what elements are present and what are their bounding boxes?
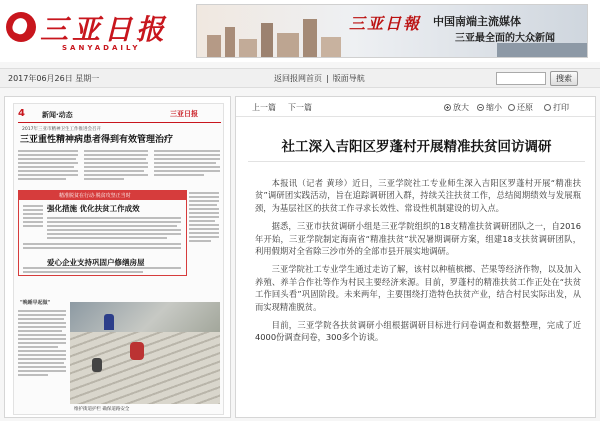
- article-kicker-hotspot[interactable]: 2017年三亚市精神卫生工作推进会召开: [22, 127, 101, 132]
- article-paragraph: 目前，三亚学院各扶贫调研小组根据调研目标进行问卷调查和数据整理，完成了近4000份调查问卷，300多个访谈。: [255, 320, 581, 343]
- article-text-block[interactable]: [18, 148, 221, 188]
- page-section-title: 新闻·动态: [42, 111, 73, 119]
- logo-emblem-icon: [6, 12, 36, 42]
- page-number: 4: [18, 108, 25, 119]
- page-masthead: 三亚日报: [170, 109, 198, 118]
- news-photo[interactable]: [70, 302, 220, 404]
- article-paragraph: 本报讯（记者 黄珍）近日，三亚学院社工专业师生深入吉阳区罗蓬村开展“精准扶贫”调研团实践活动，旨在追踪调研团入群，持续关注扶贫工作，总结阅期绩效与发展瓶颈，为基层社区的扶贫工作寻求长效性、常设性机制建设的切入点。: [255, 178, 581, 213]
- banner-building: [225, 27, 235, 57]
- header-banner: [196, 4, 588, 58]
- article-panel: [235, 96, 596, 418]
- zoom-out-button[interactable]: 缩小: [477, 102, 502, 113]
- photo-worker: [104, 314, 114, 330]
- newspaper-page-image[interactable]: [13, 103, 224, 415]
- article-paragraph: 据悉，三亚市扶贫调研小组是三亚学院组织的18支精准扶贫调研团队之一，自2016年开始，三亚学院制定海南省“精准扶贫”状况暑期调研方案，组建18支扶贫调研团队，利用假期对全省除三沙市外的全部市县开展实地调研。: [255, 221, 581, 257]
- article-paragraph: 三亚学院社工专业学生通过走访了解，该村以种植槟榔、芒果等经济作物，以及加入养殖、养羊合作社等作为村民主要经济来源。目前，罗蓬村的精准扶贫工作正处在“扶贫工作回头看”巩固阶段。未来两年，主要围绕打造特色扶贫产业，结合村民实际出发，从而实现精准脱贫。: [255, 264, 581, 312]
- banner-brand: 三亚日報: [349, 14, 422, 33]
- search-input[interactable]: [496, 72, 546, 85]
- reset-icon: [508, 104, 515, 111]
- article-headline-hotspot[interactable]: 三亚重性精神病患者得到有效管理治疗: [20, 135, 174, 145]
- top-bar: [0, 68, 600, 88]
- photo-caption: 维护街道护栏 确保道路安全: [74, 407, 130, 412]
- page-preview-panel: [4, 96, 231, 418]
- article-title: 社工深入吉阳区罗蓬村开展精准扶贫回访调研: [281, 139, 552, 155]
- banner-building: [321, 37, 341, 57]
- banner-building: [207, 35, 221, 57]
- feature-headline-1: 强化措施 优化扶贫工作成效: [47, 204, 140, 213]
- top-nav: 返回报网首页 | 版面导航: [270, 73, 369, 84]
- article-body: [255, 177, 581, 350]
- featured-article-box[interactable]: [18, 190, 187, 276]
- logo-title: 三亚日报: [40, 13, 169, 46]
- feature-headline-2: 爱心企业支持巩固户修缮房屋: [47, 258, 145, 267]
- banner-slogan-2: 三亚最全面的大众新闻: [455, 33, 555, 44]
- site-header: [0, 0, 600, 62]
- banner-building: [261, 23, 273, 57]
- photo-worker: [92, 358, 102, 372]
- print-button[interactable]: 打印: [544, 102, 569, 113]
- article-toolbar: [236, 97, 595, 117]
- zoom-out-icon: [477, 104, 484, 111]
- side-column-text[interactable]: [189, 190, 221, 290]
- nav-home-link[interactable]: 返回报网首页: [274, 74, 322, 83]
- issue-date: 2017年06月26日 星期一: [8, 74, 100, 83]
- nav-layout-link[interactable]: 版面导航: [332, 74, 365, 83]
- banner-slogan-1: 中国南端主流媒体: [433, 15, 521, 28]
- logo-subtitle: SANYADAILY: [62, 44, 141, 52]
- reset-zoom-button[interactable]: 还原: [508, 102, 533, 113]
- print-icon: [544, 104, 551, 111]
- zoom-in-icon: [444, 104, 451, 111]
- banner-building: [497, 43, 587, 57]
- feature-banner-text: 精准脱贫在行动·脱贫攻坚正当时: [59, 193, 131, 199]
- next-article-link[interactable]: 下一篇: [288, 103, 312, 112]
- banner-building: [239, 39, 257, 57]
- banner-building: [277, 33, 299, 57]
- site-logo[interactable]: [6, 8, 169, 56]
- photo-worker: [130, 342, 144, 360]
- zoom-in-button[interactable]: 放大: [444, 102, 469, 113]
- prev-article-link[interactable]: 上一篇: [252, 103, 276, 112]
- sidebar-quote-hotspot[interactable]: "晚睡早起做": [20, 300, 51, 306]
- left-column-text[interactable]: [18, 310, 66, 400]
- banner-building: [303, 19, 317, 57]
- search-button[interactable]: 搜索: [550, 71, 578, 86]
